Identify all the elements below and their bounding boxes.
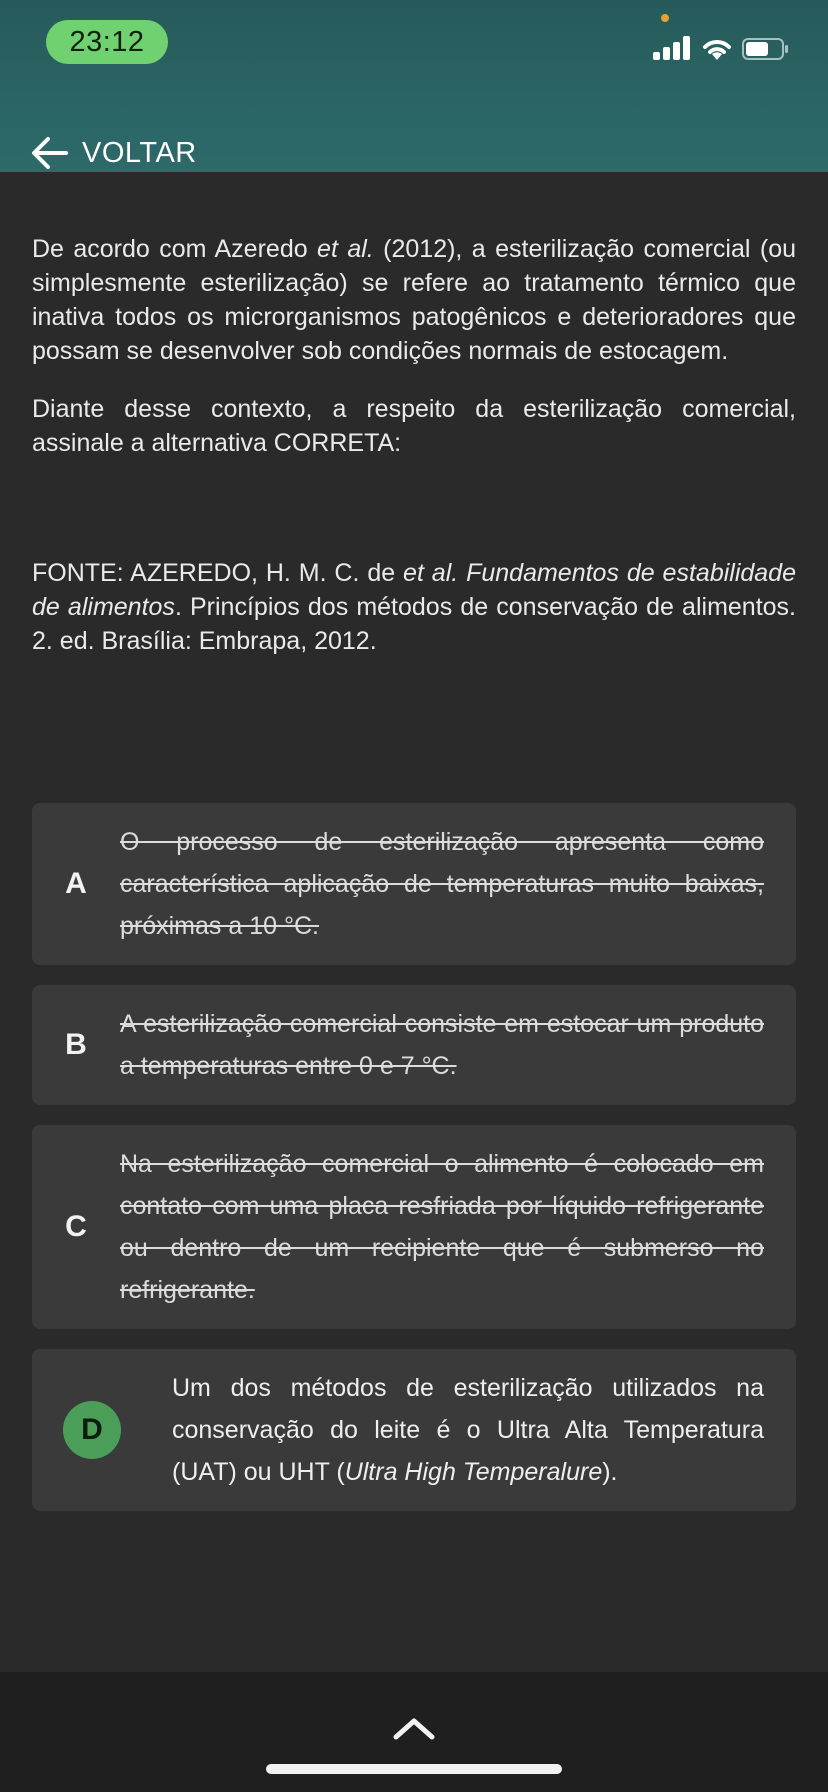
option-text: Na esterilização comercial o alimento é colocado em contato com uma placa resfriada por líquido refrigerante ou dentro de um recipiente que é submerso no refrigerante. (120, 1150, 764, 1304)
option-letter: B (65, 1028, 87, 1061)
option-letter: A (65, 867, 87, 900)
status-time: 23:12 (46, 20, 168, 64)
battery-icon (742, 38, 788, 60)
question-source: FONTE: AZEREDO, H. M. C. de et al. Fundamentos de estabilidade de alimentos. Princípios dos métodos de conservação de alimentos. 2. ed. Brasília: Embrapa, 2012. (32, 559, 796, 655)
option-text: O processo de esterilização apresenta como característica aplicação de temperaturas muito baixas, próximas a 10 °C. (120, 828, 764, 940)
wifi-icon (700, 34, 734, 62)
option-letter-wrap (32, 1401, 152, 1459)
selected-option-badge: D (63, 1401, 121, 1459)
back-button[interactable] (30, 128, 197, 178)
option-text: A esterilização comercial consiste em estocar um produto a temperaturas entre 0 e 7 °C. (120, 1010, 764, 1080)
question-body (32, 232, 796, 682)
back-label: VOLTAR (82, 136, 197, 169)
question-intro: De acordo com Azeredo et al. (2012), a esterilização comercial (ou simplesmente esterilização) se refere ao tratamento térmico que inativa todos os microrganismos patogênicos e deterioradores que possam se desenvolver sob condições normais de estocagem. (32, 235, 797, 365)
chevron-up-icon[interactable] (392, 1715, 436, 1741)
cellular-signal-icon (653, 36, 691, 60)
option-b[interactable] (32, 985, 796, 1105)
question-prompt: Diante desse contexto, a respeito da esterilização comercial, assinale a alternativa CORRETA: (32, 395, 796, 457)
answer-options (32, 803, 796, 1531)
option-text: Um dos métodos de esterilização utilizados na conservação do leite é o Ultra Alta Temperatura (UAT) ou UHT (Ultra High Temperalure). (172, 1374, 764, 1486)
option-letter: C (65, 1210, 87, 1243)
arrow-left-icon (30, 133, 70, 173)
option-a[interactable] (32, 803, 796, 965)
option-c[interactable] (32, 1125, 796, 1329)
privacy-indicator-icon (661, 14, 669, 22)
home-indicator[interactable] (266, 1764, 562, 1774)
option-d[interactable] (32, 1349, 796, 1511)
